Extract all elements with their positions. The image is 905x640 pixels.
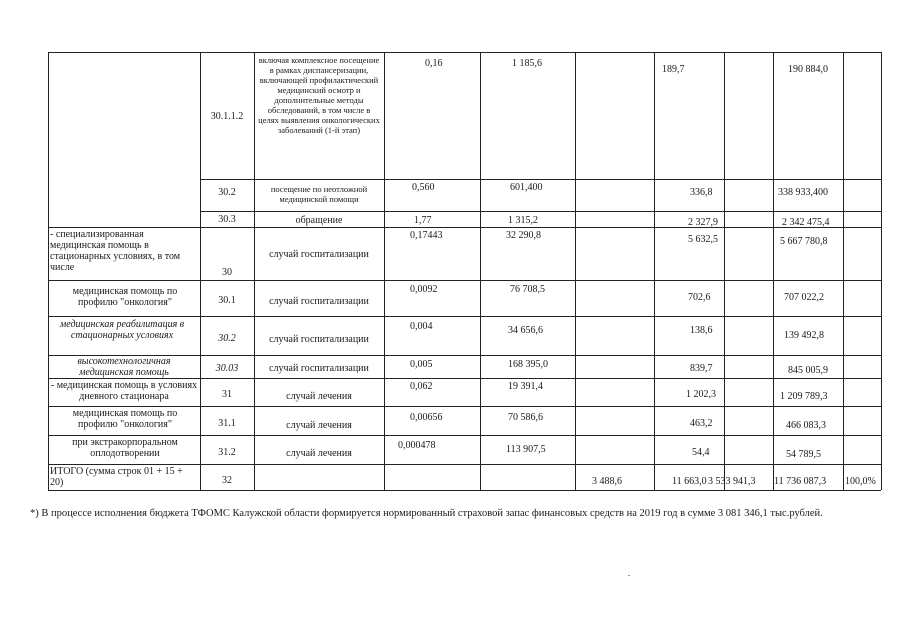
row-cost: 168 395,0	[508, 359, 548, 370]
row-cost: 34 656,6	[508, 325, 543, 336]
row-code: 30	[222, 267, 232, 278]
row-code: 31.2	[218, 447, 236, 458]
row-code: 30.2	[218, 187, 236, 198]
row-name: при экстракорпоральном оплодотворении	[72, 437, 178, 459]
row-unit: случай госпитализации	[269, 363, 369, 374]
row-unit: посещение по неотложной медицинской помощи	[270, 184, 368, 204]
row-unit: случай госпитализации	[269, 296, 369, 307]
row-code: 30.2	[218, 333, 236, 344]
total-c7: 11 663,0	[672, 476, 707, 487]
row-unit: включая комплексное посещение в рамках диспансеризации, включающей профилактический медицинский осмотр и дополнительные методы обследований, в том числе в целях выявления онкологических заболеваний (1-й этап)	[258, 55, 380, 135]
row-cost: 113 907,5	[506, 444, 546, 455]
row-cost: 1 185,6	[512, 58, 542, 69]
row-norm: 0,00656	[410, 412, 443, 423]
row-unit: случай госпитализации	[269, 249, 369, 260]
footnote: *) В процессе исполнения бюджета ТФОМС Калужской области формируется нормированный страховой запас финансовых средств на 2019 год в сумме 3 081 346,1 тыс.рублей.	[30, 508, 823, 519]
row-name: высокотехнологичная медицинская помощь	[77, 356, 171, 378]
row-c7: 839,7	[690, 363, 713, 374]
row-code: 30.3	[218, 214, 236, 225]
row-c7: 1 202,3	[686, 389, 716, 400]
row-norm: 0,0092	[410, 284, 438, 295]
row-c7: 2 327,9	[688, 217, 718, 228]
total-c9: 11 736 087,3	[774, 476, 827, 487]
rule	[48, 280, 881, 281]
row-norm: 0,005	[410, 359, 433, 370]
row-c9: 707 022,2	[784, 292, 824, 303]
total-c6: 3 488,6	[592, 476, 622, 487]
total-c10: 100,0%	[845, 476, 876, 487]
rule	[480, 52, 481, 490]
row-c7: 5 632,5	[688, 234, 718, 245]
row-cost: 32 290,8	[506, 230, 541, 241]
row-code: 32	[222, 475, 232, 486]
row-c9: 190 884,0	[788, 64, 828, 75]
row-code: 31.1	[218, 418, 236, 429]
rule	[48, 378, 881, 379]
row-c9: 54 789,5	[786, 449, 821, 460]
row-c9: 139 492,8	[784, 330, 824, 341]
row-c7: 336,8	[690, 187, 713, 198]
row-unit: случай лечения	[286, 448, 352, 459]
row-norm: 0,062	[410, 381, 433, 392]
rule	[200, 179, 881, 180]
rule	[575, 52, 576, 490]
row-c7: 463,2	[690, 418, 713, 429]
row-c7: 138,6	[690, 325, 713, 336]
row-c9: 845 005,9	[788, 365, 828, 376]
row-unit: случай лечения	[286, 420, 352, 431]
row-code: 30.1	[218, 295, 236, 306]
row-c7: 189,7	[662, 64, 685, 75]
row-c9: 2 342 475,4	[782, 217, 830, 228]
row-cost: 19 391,4	[508, 381, 543, 392]
row-c9: 1 209 789,3	[780, 391, 828, 402]
rule	[48, 490, 881, 491]
row-norm: 0,560	[412, 182, 435, 193]
rule	[843, 52, 844, 490]
rule	[654, 52, 655, 490]
rule	[48, 227, 881, 228]
row-code: 31	[222, 389, 232, 400]
row-norm: 0,000478	[398, 440, 436, 451]
row-c7: 54,4	[692, 447, 710, 458]
rule	[48, 52, 49, 490]
rule	[881, 52, 882, 490]
rule	[200, 211, 881, 212]
total-label: ИТОГО (сумма строк 01 + 15 + 20)	[50, 466, 183, 488]
row-name: - специализированная медицинская помощь в стационарных условиях, в том числе	[50, 229, 181, 273]
rule	[48, 464, 881, 465]
row-cost: 1 315,2	[508, 215, 538, 226]
rule	[773, 52, 774, 490]
scan-speck	[628, 575, 630, 576]
rule	[384, 52, 385, 490]
total-c8: 3 533 941,3	[708, 476, 756, 487]
row-norm: 0,004	[410, 321, 433, 332]
row-norm: 0,17443	[410, 230, 443, 241]
rule	[724, 52, 725, 490]
row-c9: 5 667 780,8	[780, 236, 828, 247]
row-code: 30.03	[215, 363, 239, 374]
row-code: 30.1.1.2	[210, 111, 244, 122]
row-name: - медицинская помощь в условиях дневного стационара	[50, 380, 198, 402]
row-norm: 1,77	[414, 215, 432, 226]
row-c9: 466 083,3	[786, 420, 826, 431]
row-norm: 0,16	[425, 58, 443, 69]
row-name: медицинская реабилитация в стационарных условиях	[59, 319, 185, 341]
row-c9: 338 933,400	[778, 187, 828, 198]
row-cost: 76 708,5	[510, 284, 545, 295]
row-name: медицинская помощь по профилю "онкология"	[72, 286, 178, 308]
row-c7: 702,6	[688, 292, 711, 303]
row-unit: случай лечения	[286, 391, 352, 402]
rule	[48, 435, 881, 436]
row-unit: обращение	[295, 215, 343, 226]
row-cost: 70 586,6	[508, 412, 543, 423]
rule	[48, 52, 881, 53]
rule	[48, 406, 881, 407]
rule	[48, 316, 881, 317]
row-cost: 601,400	[510, 182, 543, 193]
row-unit: случай госпитализации	[269, 334, 369, 345]
row-name: медицинская помощь по профилю "онкология"	[72, 408, 178, 430]
